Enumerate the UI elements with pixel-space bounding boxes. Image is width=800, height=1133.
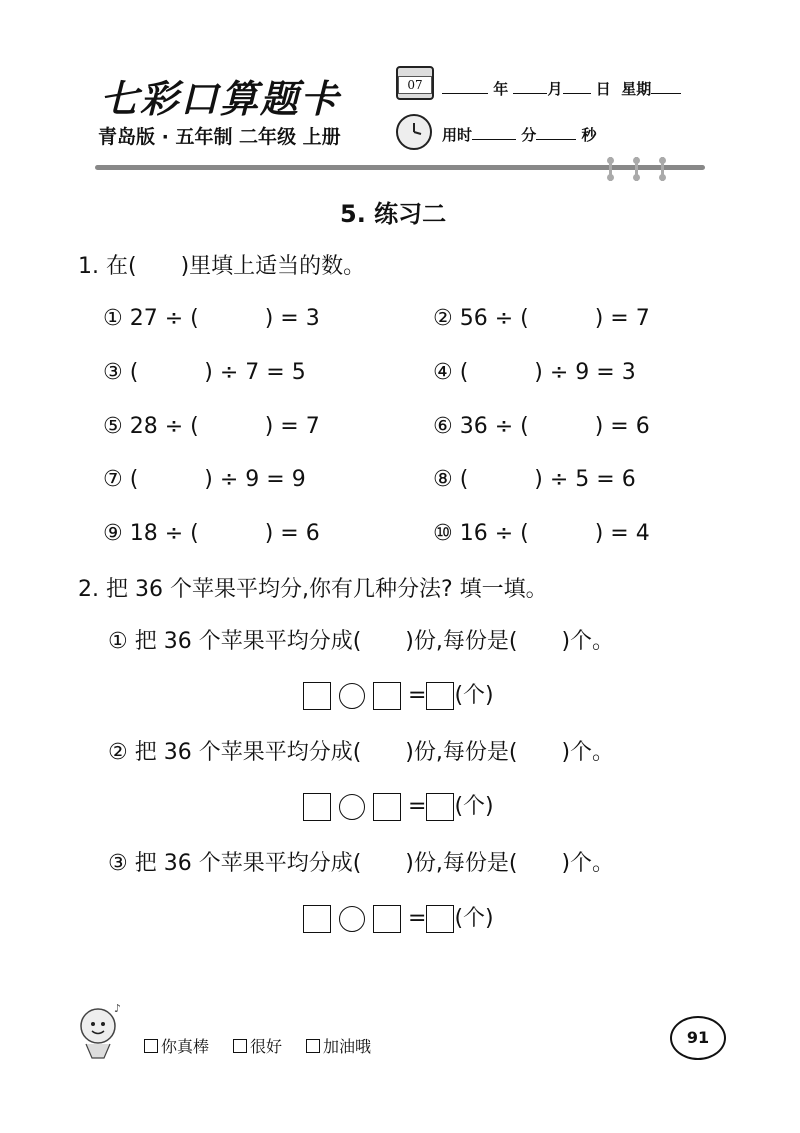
clock-icon bbox=[396, 114, 432, 150]
calendar-icon bbox=[396, 66, 434, 100]
q1-item[interactable]: ⑥ 36 ÷ ( ) = 6 bbox=[433, 414, 650, 439]
header-divider bbox=[95, 165, 705, 170]
divider-decoration bbox=[609, 157, 612, 181]
answer-box[interactable] bbox=[373, 905, 401, 933]
year-blank[interactable] bbox=[442, 79, 488, 94]
edition-subtitle: 青岛版 · 五年制 二年级 上册 bbox=[98, 126, 341, 148]
month-label: 月 bbox=[547, 80, 563, 98]
date-line bbox=[442, 78, 681, 99]
seconds-label: 秒 bbox=[581, 126, 597, 144]
weekday-blank[interactable] bbox=[651, 79, 681, 94]
calendar-day: 07 bbox=[398, 76, 432, 94]
seconds-blank[interactable] bbox=[536, 125, 576, 140]
operator-circle[interactable] bbox=[339, 906, 365, 932]
q1-item[interactable]: ④ ( ) ÷ 9 = 3 bbox=[433, 360, 636, 385]
unit-label: (个) bbox=[454, 906, 494, 931]
q1-item[interactable]: ⑨ 18 ÷ ( ) = 6 bbox=[103, 521, 320, 546]
unit-label: (个) bbox=[454, 794, 494, 819]
operator-circle[interactable] bbox=[339, 683, 365, 709]
equation-row bbox=[303, 678, 494, 710]
equation-row bbox=[303, 901, 494, 933]
equals-sign: = bbox=[408, 794, 427, 819]
equals-sign: = bbox=[408, 683, 427, 708]
year-label: 年 bbox=[493, 80, 509, 98]
checkbox[interactable] bbox=[306, 1039, 320, 1053]
svg-text:♪: ♪ bbox=[114, 1002, 122, 1015]
equation-row bbox=[303, 789, 494, 821]
q1-item[interactable]: ⑧ ( ) ÷ 5 = 6 bbox=[433, 467, 636, 492]
minutes-blank[interactable] bbox=[472, 125, 516, 140]
time-line bbox=[442, 124, 597, 145]
day-blank[interactable] bbox=[563, 79, 591, 94]
time-label: 用时 bbox=[442, 126, 473, 144]
q1-item[interactable]: ③ ( ) ÷ 7 = 5 bbox=[103, 360, 306, 385]
answer-box[interactable] bbox=[373, 682, 401, 710]
q1-item[interactable]: ① 27 ÷ ( ) = 3 bbox=[103, 306, 320, 331]
q2-part[interactable]: ③ 把 36 个苹果平均分成( )份,每份是( )个。 bbox=[108, 851, 615, 876]
rating-option[interactable]: 你真棒 bbox=[144, 1034, 209, 1057]
weekday-label: 星期 bbox=[621, 80, 652, 98]
mascot-icon bbox=[74, 1000, 126, 1062]
answer-box[interactable] bbox=[303, 682, 331, 710]
minutes-label: 分 bbox=[521, 126, 537, 144]
answer-box[interactable] bbox=[373, 793, 401, 821]
answer-box[interactable] bbox=[426, 905, 454, 933]
day-label: 日 bbox=[595, 80, 611, 98]
q1-item[interactable]: ⑦ ( ) ÷ 9 = 9 bbox=[103, 467, 306, 492]
answer-box[interactable] bbox=[426, 682, 454, 710]
section-title: 5. 练习二 bbox=[340, 200, 447, 228]
rating-option[interactable]: 很好 bbox=[233, 1034, 282, 1057]
card-title: 七彩口算题卡 bbox=[100, 76, 341, 121]
month-blank[interactable] bbox=[513, 79, 547, 94]
answer-box[interactable] bbox=[303, 905, 331, 933]
q2-prompt: 2. 把 36 个苹果平均分,你有几种分法? 填一填。 bbox=[78, 577, 548, 602]
answer-box[interactable] bbox=[303, 793, 331, 821]
divider-decoration bbox=[661, 157, 664, 181]
checkbox[interactable] bbox=[144, 1039, 158, 1053]
q1-item[interactable]: ② 56 ÷ ( ) = 7 bbox=[433, 306, 650, 331]
answer-box[interactable] bbox=[426, 793, 454, 821]
q1-prompt: 1. 在( )里填上适当的数。 bbox=[78, 254, 366, 279]
q2-part[interactable]: ② 把 36 个苹果平均分成( )份,每份是( )个。 bbox=[108, 740, 615, 765]
q1-item[interactable]: ⑤ 28 ÷ ( ) = 7 bbox=[103, 414, 320, 439]
divider-decoration bbox=[635, 157, 638, 181]
unit-label: (个) bbox=[454, 683, 494, 708]
q1-item[interactable]: ⑩ 16 ÷ ( ) = 4 bbox=[433, 521, 650, 546]
q2-part[interactable]: ① 把 36 个苹果平均分成( )份,每份是( )个。 bbox=[108, 629, 615, 654]
checkbox[interactable] bbox=[233, 1039, 247, 1053]
operator-circle[interactable] bbox=[339, 794, 365, 820]
equals-sign: = bbox=[408, 906, 427, 931]
rating-option[interactable]: 加油哦 bbox=[306, 1034, 371, 1057]
page-number: 91 bbox=[670, 1016, 726, 1060]
